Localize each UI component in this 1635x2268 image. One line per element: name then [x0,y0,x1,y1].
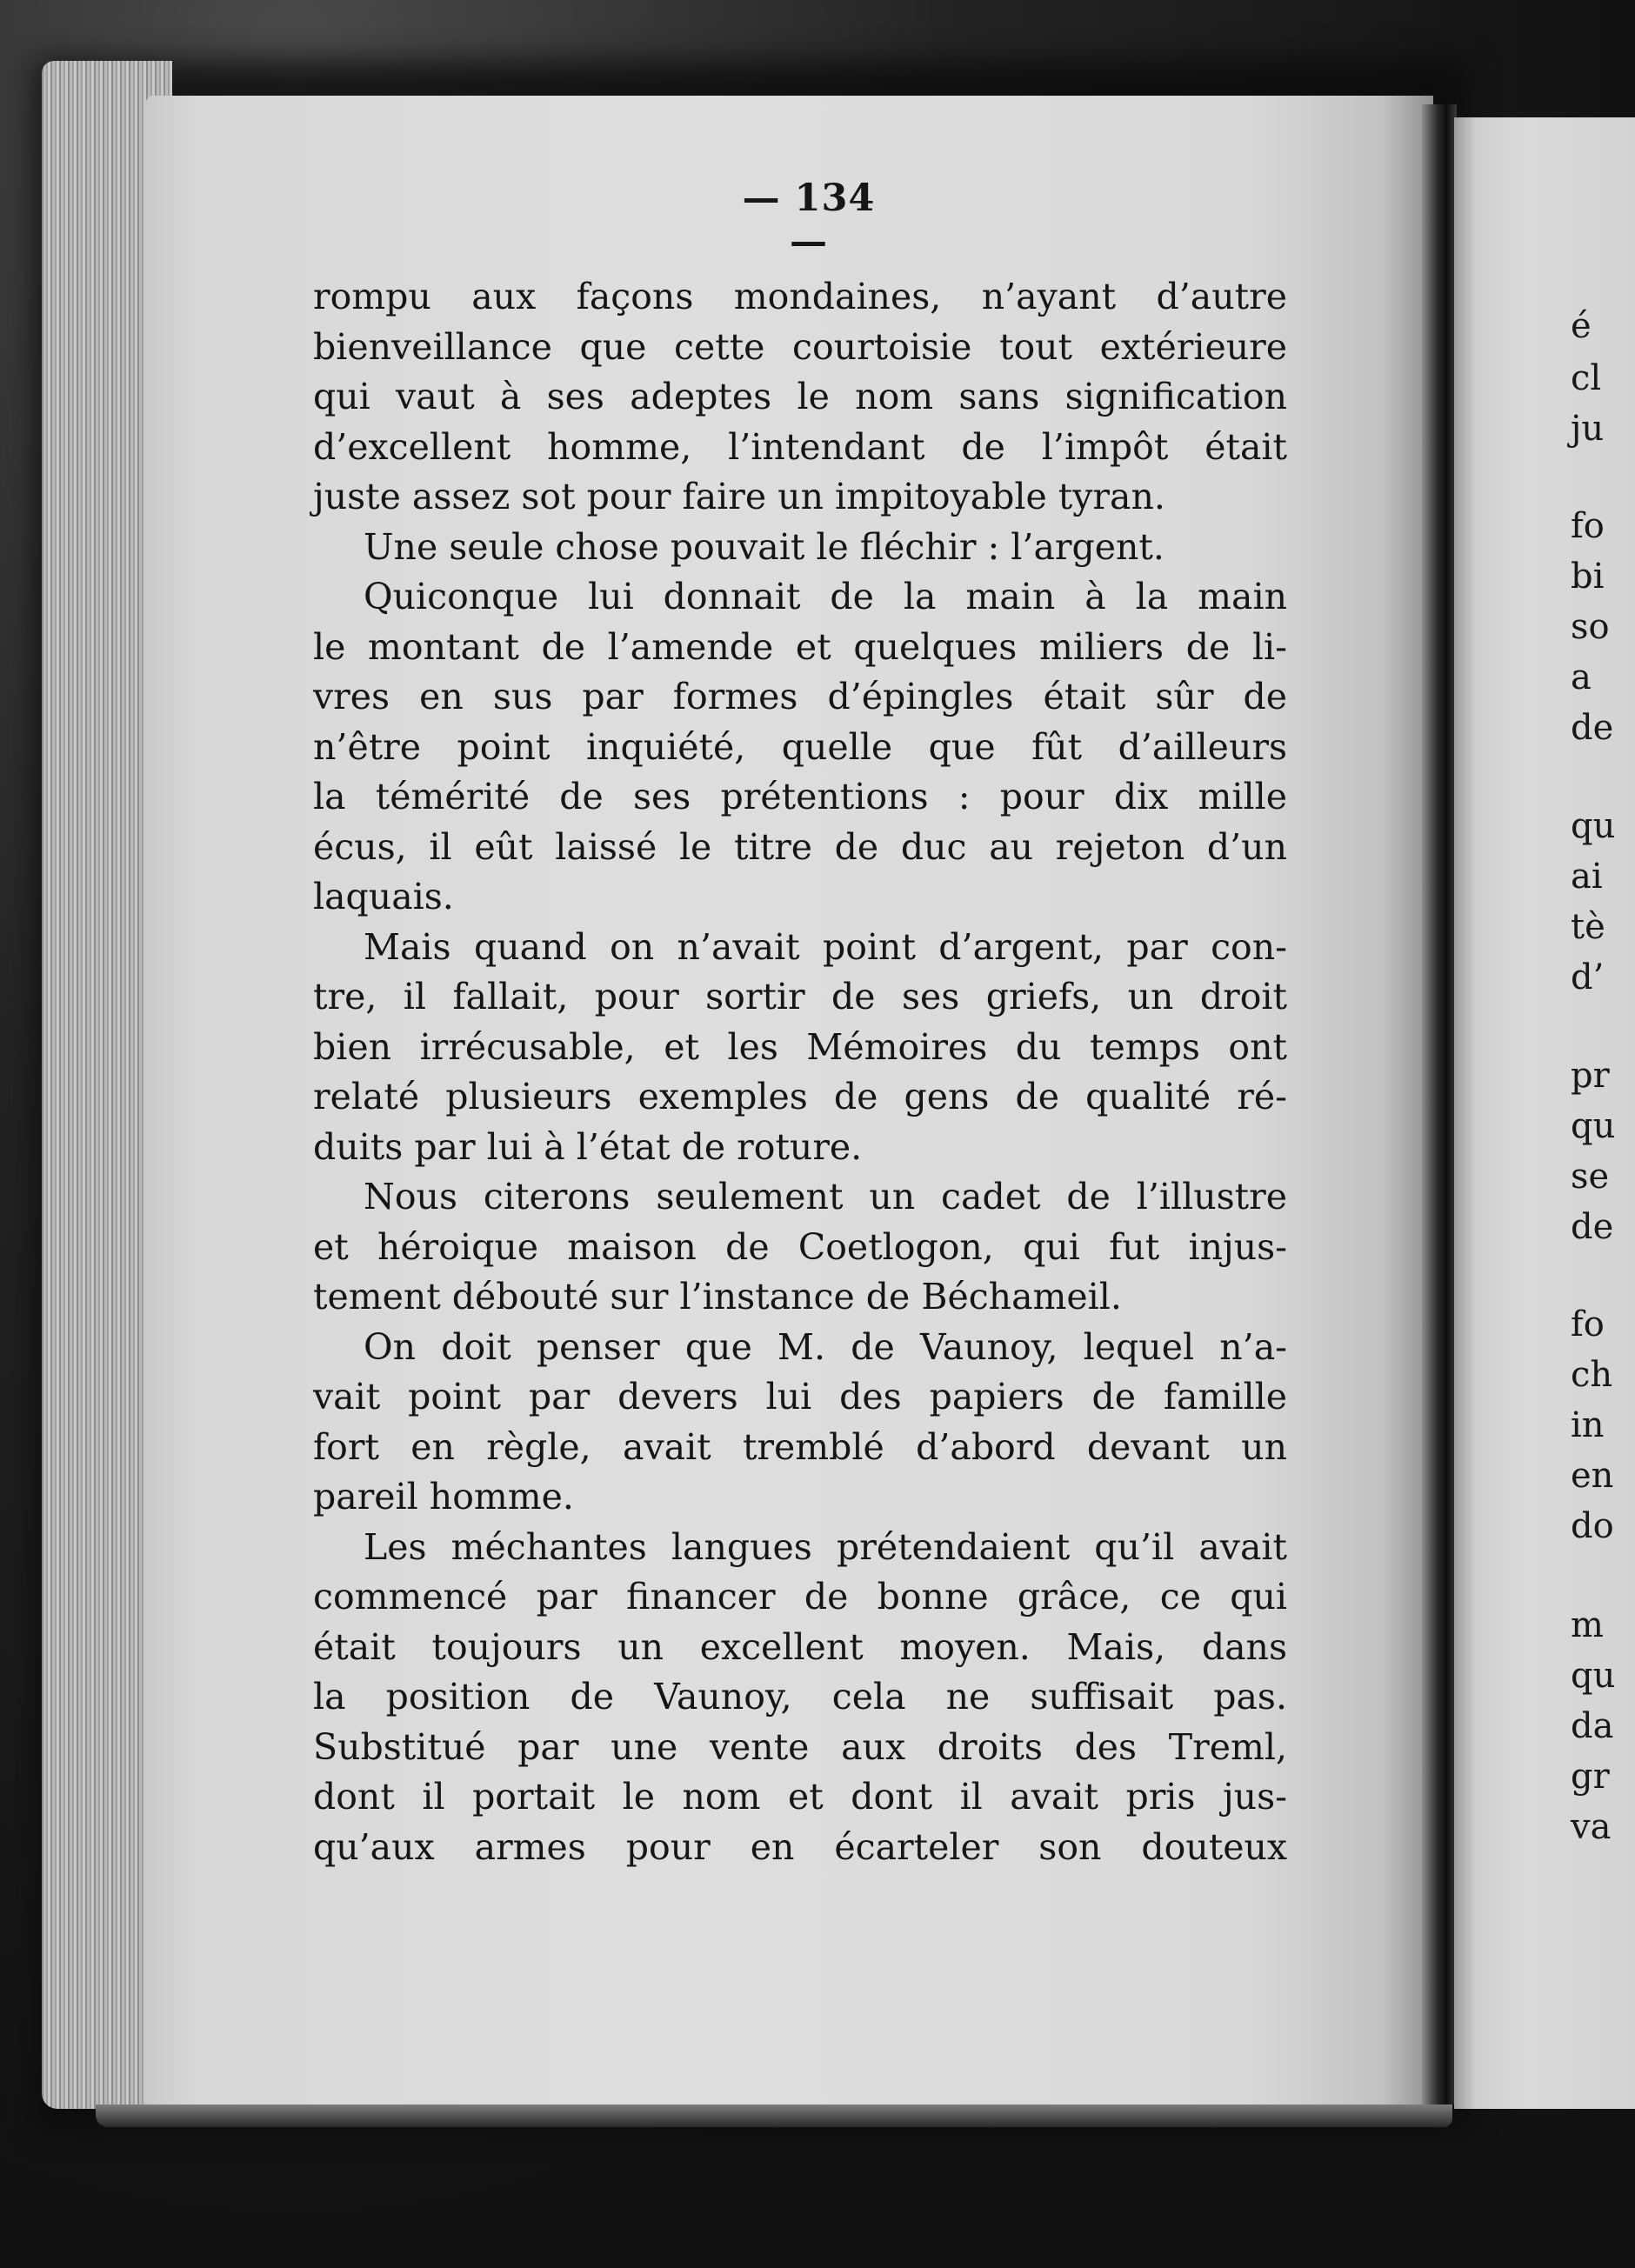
facing-fragment: ai [1571,857,1603,897]
text-line: laquais. [313,876,454,917]
text-line: d’excellent homme, l’intendant de l’impôt était [313,425,1287,468]
text-line: commencé par financer de bonne grâce, ce qui [313,1576,1287,1618]
facing-fragment: a [1571,657,1592,697]
text-line: qui vaut à ses adeptes le nom sans signification [313,376,1287,417]
text-line: rompu aux façons mondaines, n’ayant d’autre [313,276,1287,317]
text-line: n’être point inquiété, quelle que fût d’ailleurs [313,725,1287,768]
text-line: bienveillance que cette courtoisie tout extérieure [313,325,1287,368]
text-line: duits par lui à l’état de roture. [313,1125,863,1168]
facing-fragment: bi [1571,557,1605,597]
facing-fragment: cl [1571,358,1602,398]
facing-fragment: ju [1571,409,1605,449]
page-text [313,272,1287,1872]
facing-fragment: en [1571,1456,1614,1496]
text-line: écus, il eût laissé le titre de duc au rejeton d’un [313,825,1287,868]
facing-fragment: fo [1571,506,1605,546]
text-line: était toujours un excellent moyen. Mais, dans [313,1625,1287,1668]
facing-fragment: qu [1571,1656,1616,1696]
facing-fragment: qu [1571,1106,1616,1146]
text-line: Mais quand on n’avait point d’argent, par con- [364,925,1287,968]
text-line: et héroique maison de Coetlogon, qui fut injus- [313,1225,1287,1268]
text-line: Une seule chose pouvait le fléchir : l’argent. [364,525,1165,568]
facing-fragment: qu [1571,806,1616,846]
text-line: dont il portait le nom et dont il avait pris jus- [313,1776,1287,1818]
text-line: On doit penser que M. de Vaunoy, lequel n’a- [364,1325,1287,1368]
text-line: la témérité de ses prétentions : pour dix mille [313,776,1287,817]
text-line: le montant de l’amende et quelques miliers de li- [313,625,1287,668]
facing-fragment: va [1571,1807,1612,1847]
text-line: tement débouté sur l’instance de Béchameil. [313,1276,1122,1317]
facing-fragment: fo [1571,1304,1605,1344]
text-line: bien irrécusable, et les Mémoires du temps ont [313,1025,1287,1068]
text-line: juste assez sot pour faire un impitoyable tyran. [313,476,1165,517]
text-line: fort en règle, avait tremblé d’abord devant un [313,1425,1287,1468]
text-line: la position de Vaunoy, cela ne suffisait pas. [313,1676,1287,1718]
facing-fragment: in [1571,1405,1605,1445]
facing-fragment: de [1571,1207,1614,1247]
facing-fragment: do [1571,1506,1614,1546]
book-gutter [1422,104,1457,2105]
facing-fragment: de [1571,708,1614,748]
text-line: qu’aux armes pour en écarteler son douteux [313,1825,1287,1868]
facing-fragment: d’ [1571,957,1605,997]
facing-fragment: tè [1571,907,1605,947]
facing-fragment: m [1571,1605,1604,1645]
facing-fragment: gr [1571,1757,1610,1797]
facing-fragment: ch [1571,1355,1613,1395]
facing-fragment: se [1571,1157,1610,1197]
facing-fragment: pr [1571,1056,1610,1096]
facing-fragment: so [1571,607,1610,647]
facing-fragment: é [1571,306,1592,346]
facing-fragment: da [1571,1706,1614,1746]
text-line: Quiconque lui donnait de la main à la main [364,576,1287,617]
text-line: Les méchantes langues prétendaient qu’il avait [364,1525,1287,1568]
book-bottom-edge [96,2105,1452,2127]
text-line: vait point par devers lui des papiers de famille [313,1376,1287,1418]
text-line: relaté plusieurs exemples de gens de qualité ré- [313,1076,1287,1117]
page-number: — 134 — [742,177,876,263]
text-line: pareil homme. [313,1476,574,1518]
text-line: Nous citerons seulement un cadet de l’illustre [364,1176,1287,1217]
text-line: Substitué par une vente aux droits des Treml, [313,1725,1287,1768]
text-line: vres en sus par formes d’épingles était sûr de [313,676,1287,717]
text-line: tre, il fallait, pour sortir de ses griefs, un droit [313,976,1287,1017]
